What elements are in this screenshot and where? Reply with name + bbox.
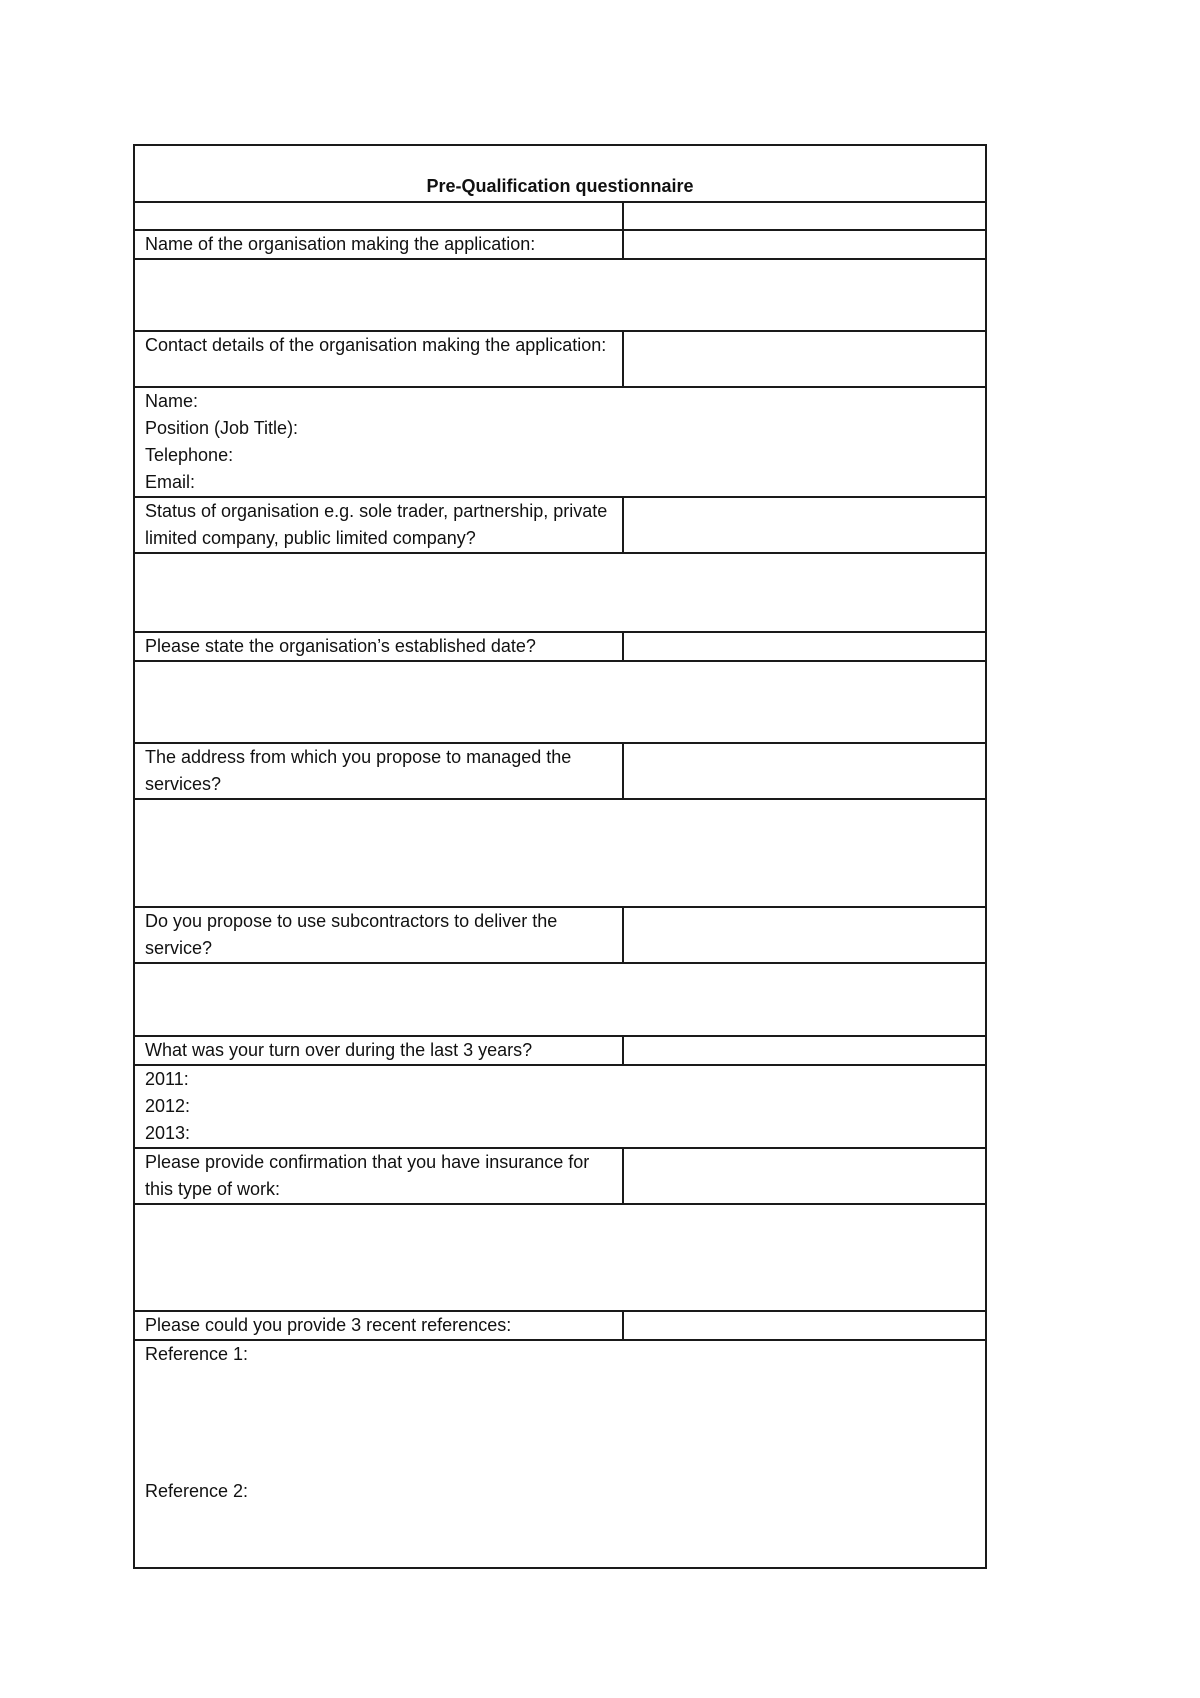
address-answer[interactable] [623, 743, 986, 799]
references-answer[interactable] [623, 1311, 986, 1340]
insurance-response-row [134, 1204, 986, 1311]
references-row [134, 1311, 986, 1340]
address-row [134, 743, 986, 799]
insurance-label: Please provide confirmation that you have insurance for this type of work: [134, 1148, 623, 1204]
status-label: Status of organisation e.g. sole trader, partnership, private limited company, public limited company? [134, 497, 623, 553]
insurance-answer[interactable] [623, 1148, 986, 1204]
org-name-response-area[interactable] [134, 259, 986, 331]
insurance-response-area[interactable] [134, 1204, 986, 1311]
subcontractors-answer[interactable] [623, 907, 986, 963]
status-row [134, 497, 986, 553]
contact-details-answer[interactable] [623, 331, 986, 387]
contact-telephone-label: Telephone: [145, 445, 234, 465]
title-row [134, 145, 986, 202]
turnover-label: What was your turn over during the last 3 years? [134, 1036, 623, 1065]
references-response-row [134, 1340, 986, 1568]
reference-1-label: Reference 1: [145, 1344, 249, 1364]
reference-2-label: Reference 2: [145, 1481, 249, 1501]
form-title: Pre-Qualification questionnaire [134, 145, 986, 202]
turnover-row [134, 1036, 986, 1065]
status-response-row [134, 553, 986, 632]
contact-details-label: Contact details of the organisation making the application: [134, 331, 623, 387]
established-date-row [134, 632, 986, 661]
subcontractors-response-row [134, 963, 986, 1036]
insurance-row [134, 1148, 986, 1204]
status-answer[interactable] [623, 497, 986, 553]
established-date-label: Please state the organisation’s established date? [134, 632, 623, 661]
org-name-answer[interactable] [623, 230, 986, 259]
subcontractors-response-area[interactable] [134, 963, 986, 1036]
contact-name-label: Name: [145, 391, 199, 411]
status-response-area[interactable] [134, 553, 986, 632]
turnover-years-row [134, 1065, 986, 1148]
turnover-year-2011: 2011: [145, 1069, 189, 1089]
reference-1-space [145, 1368, 975, 1478]
turnover-answer[interactable] [623, 1036, 986, 1065]
contact-position-label: Position (Job Title): [145, 418, 299, 438]
blank-answer-cell[interactable] [623, 202, 986, 230]
subcontractors-label: Do you propose to use subcontractors to deliver the service? [134, 907, 623, 963]
blank-row [134, 202, 986, 230]
turnover-year-2013: 2013: [145, 1123, 191, 1143]
questionnaire-table [133, 144, 987, 1569]
address-response-area[interactable] [134, 799, 986, 907]
contact-fields-row [134, 387, 986, 497]
established-date-response-row [134, 661, 986, 743]
org-name-row [134, 230, 986, 259]
turnover-years-area[interactable] [134, 1065, 986, 1148]
references-response-area[interactable] [134, 1340, 986, 1568]
turnover-year-2012: 2012: [145, 1096, 191, 1116]
org-name-label: Name of the organisation making the application: [134, 230, 623, 259]
contact-email-label: Email: [145, 472, 196, 492]
contact-fields-area[interactable] [134, 387, 986, 497]
org-name-response-row [134, 259, 986, 331]
contact-details-row [134, 331, 986, 387]
address-response-row [134, 799, 986, 907]
address-label: The address from which you propose to managed the services? [134, 743, 623, 799]
references-label: Please could you provide 3 recent references: [134, 1311, 623, 1340]
established-date-answer[interactable] [623, 632, 986, 661]
blank-question-cell [134, 202, 623, 230]
established-date-response-area[interactable] [134, 661, 986, 743]
subcontractors-row [134, 907, 986, 963]
